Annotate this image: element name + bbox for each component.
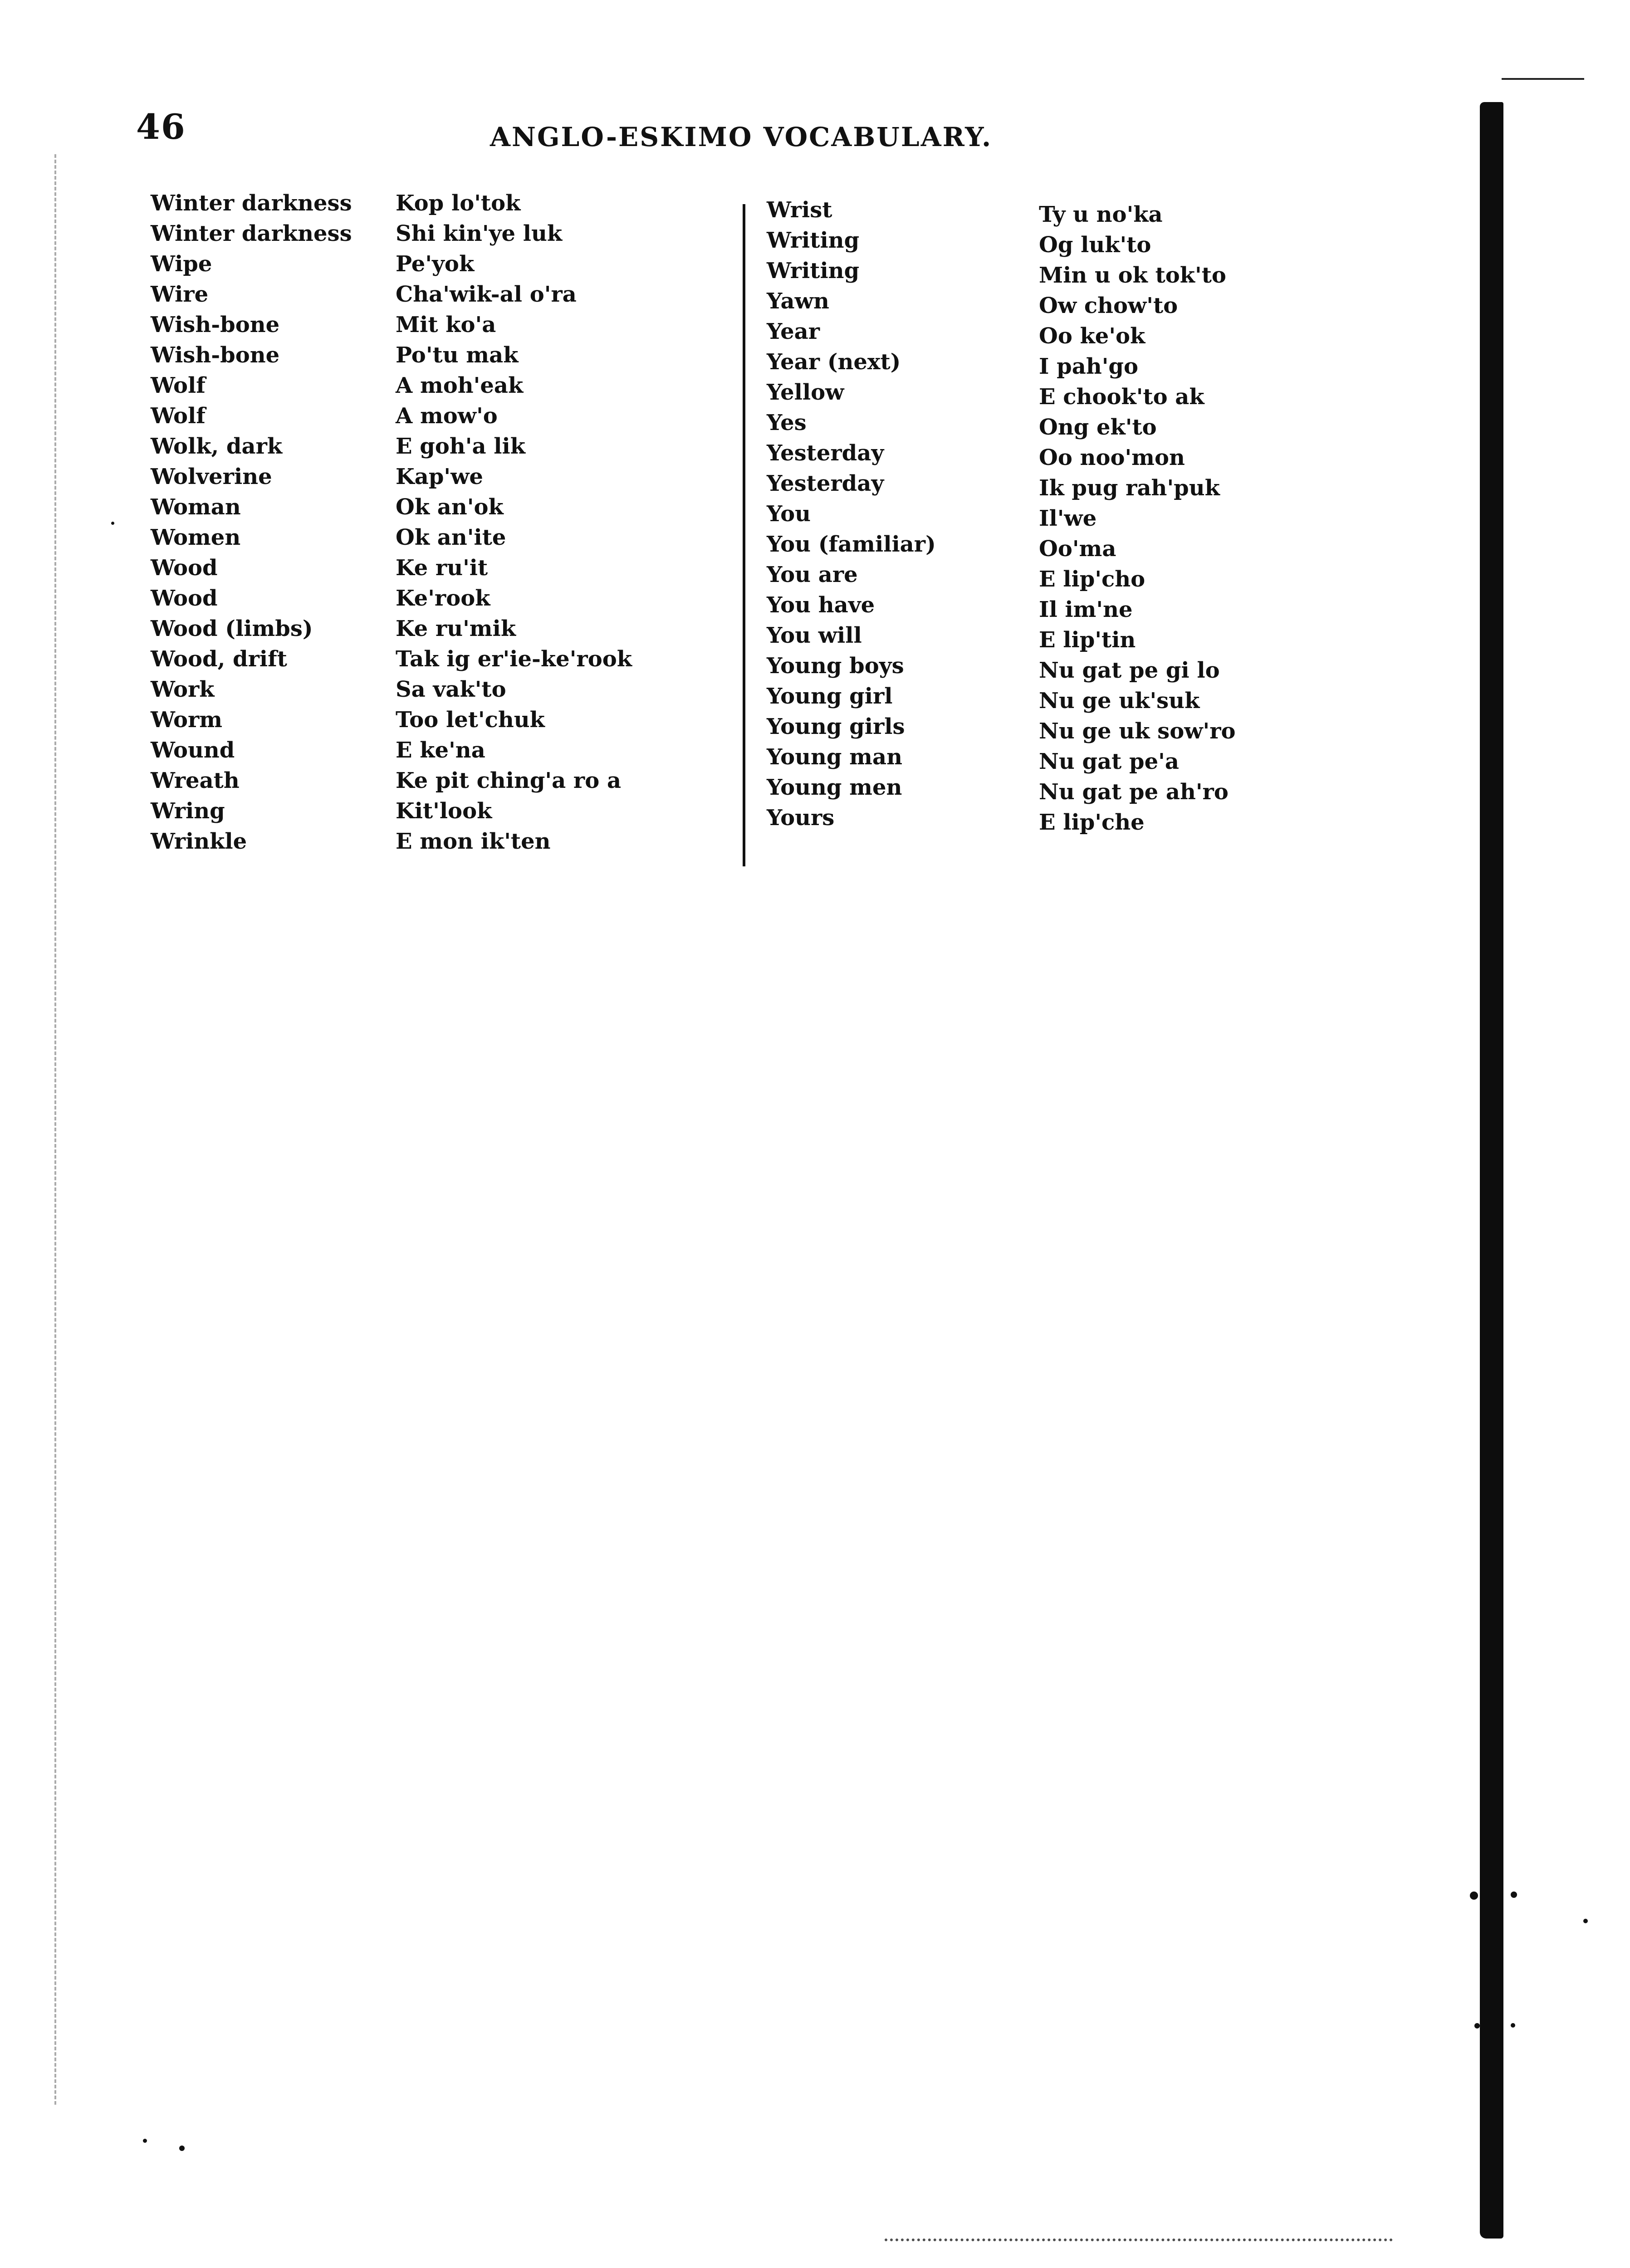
eskimo-term: Ke'rook: [396, 586, 490, 611]
english-term: Wood: [151, 586, 218, 611]
top-corner-rule: [1502, 78, 1584, 80]
scan-speck: [1474, 2023, 1480, 2028]
english-term: Year (next): [767, 349, 901, 375]
eskimo-term: E ke'na: [396, 738, 485, 763]
eskimo-term: Nu gat pe ah'ro: [1039, 779, 1229, 805]
english-column-left: [151, 188, 352, 857]
english-term: Wrist: [767, 197, 832, 223]
eskimo-term: Tak ig er'ie-ke'rook: [396, 646, 632, 672]
running-head: ANGLO-ESKIMO VOCABULARY.: [490, 122, 993, 152]
english-term: Wipe: [151, 251, 212, 277]
eskimo-term: Ik pug rah'puk: [1039, 475, 1220, 501]
eskimo-term: E lip'tin: [1039, 627, 1136, 653]
english-term: Yours: [767, 805, 835, 831]
eskimo-term: Sa vak'to: [396, 677, 506, 702]
english-term: Young girl: [767, 684, 893, 709]
bottom-scan-specks: [885, 2239, 1393, 2245]
scan-speck: [179, 2146, 185, 2151]
eskimo-term: Ty u no'ka: [1039, 202, 1163, 227]
english-term: Wood (limbs): [151, 616, 313, 641]
english-term: Yawn: [767, 288, 829, 314]
eskimo-term: Oo noo'mon: [1039, 445, 1185, 470]
eskimo-term: Mit ko'a: [396, 312, 496, 337]
eskimo-term: Nu gat pe gi lo: [1039, 658, 1220, 683]
english-term: Young man: [767, 744, 902, 770]
english-term: Young men: [767, 775, 902, 800]
english-term: Young boys: [767, 653, 904, 679]
english-term: Wolf: [151, 373, 206, 398]
eskimo-term: Kit'look: [396, 798, 492, 824]
english-term: Wire: [151, 282, 209, 307]
english-term: You have: [767, 592, 875, 618]
eskimo-term: Ok an'ite: [396, 525, 506, 550]
eskimo-term: E lip'cho: [1039, 567, 1145, 592]
eskimo-term: Oo ke'ok: [1039, 323, 1145, 349]
page-number: 46: [136, 107, 186, 147]
eskimo-term: Nu ge uk sow'ro: [1039, 719, 1236, 744]
binding-edge-shadow: [1480, 102, 1503, 2239]
eskimo-term: Pe'yok: [396, 251, 475, 277]
english-term: Writing: [767, 228, 860, 253]
eskimo-term: E goh'a lik: [396, 434, 526, 459]
eskimo-term: Il im'ne: [1039, 597, 1133, 622]
english-term: You: [767, 501, 811, 527]
english-term: Winter darkness: [151, 221, 352, 246]
english-term: Young girls: [767, 714, 905, 739]
english-term: Woman: [151, 494, 241, 520]
eskimo-term: I pah'go: [1039, 354, 1138, 379]
english-term: Yesterday: [767, 440, 884, 466]
scan-speck: [1511, 1892, 1517, 1898]
english-term: Wreath: [151, 768, 240, 793]
english-term: Wolf: [151, 403, 206, 429]
eskimo-term: Il'we: [1039, 506, 1097, 531]
eskimo-term: Ke ru'it: [396, 555, 488, 581]
scan-speck: [1583, 1919, 1588, 1923]
eskimo-term: Ke ru'mik: [396, 616, 516, 641]
english-term: Work: [151, 677, 215, 702]
english-term: Wolk, dark: [151, 434, 283, 459]
english-term: You will: [767, 623, 862, 648]
eskimo-term: Ok an'ok: [396, 494, 504, 520]
english-term: Year: [767, 319, 820, 344]
english-term: Yes: [767, 410, 807, 435]
eskimo-term: Og luk'to: [1039, 232, 1151, 258]
eskimo-term: Ow chow'to: [1039, 293, 1178, 318]
eskimo-term: Ong ek'to: [1039, 415, 1157, 440]
english-term: Wish-bone: [151, 342, 280, 368]
english-term: Winter darkness: [151, 191, 352, 216]
eskimo-term: Kop lo'tok: [396, 191, 521, 216]
english-term: You are: [767, 562, 858, 587]
english-term: Women: [151, 525, 241, 550]
eskimo-term: A moh'eak: [396, 373, 524, 398]
english-term: Wound: [151, 738, 235, 763]
eskimo-term: Po'tu mak: [396, 342, 519, 368]
eskimo-term: Nu ge uk'suk: [1039, 688, 1200, 714]
english-term: Worm: [151, 707, 223, 733]
eskimo-column-left: [396, 188, 632, 857]
english-term: Wood: [151, 555, 218, 581]
scan-speck: [1470, 1892, 1478, 1900]
left-margin-scan-marks: [54, 154, 61, 2105]
eskimo-term: E mon ik'ten: [396, 829, 551, 854]
eskimo-column-right: [1039, 200, 1236, 838]
eskimo-term: E lip'che: [1039, 810, 1145, 835]
eskimo-term: Oo'ma: [1039, 536, 1116, 562]
english-term: Writing: [767, 258, 860, 284]
english-term: Wood, drift: [151, 646, 287, 672]
english-term: Wish-bone: [151, 312, 280, 337]
column-divider-rule: [743, 204, 745, 866]
eskimo-term: Kap'we: [396, 464, 483, 489]
english-term: Wolverine: [151, 464, 272, 489]
english-term: Yellow: [767, 380, 844, 405]
scan-speck: [143, 2139, 147, 2143]
english-column-right: [767, 195, 936, 833]
eskimo-term: A mow'o: [396, 403, 498, 429]
eskimo-term: E chook'to ak: [1039, 384, 1204, 410]
eskimo-term: Cha'wik-al o'ra: [396, 282, 577, 307]
eskimo-term: Shi kin'ye luk: [396, 221, 563, 246]
eskimo-term: Nu gat pe'a: [1039, 749, 1179, 774]
scan-speck: [111, 522, 114, 525]
eskimo-term: Too let'chuk: [396, 707, 545, 733]
english-term: Wrinkle: [151, 829, 247, 854]
scan-speck: [1511, 2023, 1515, 2028]
eskimo-term: Ke pit ching'a ro a: [396, 768, 622, 793]
english-term: Yesterday: [767, 471, 884, 496]
english-term: Wring: [151, 798, 225, 824]
english-term: You (familiar): [767, 532, 936, 557]
eskimo-term: Min u ok tok'to: [1039, 263, 1226, 288]
